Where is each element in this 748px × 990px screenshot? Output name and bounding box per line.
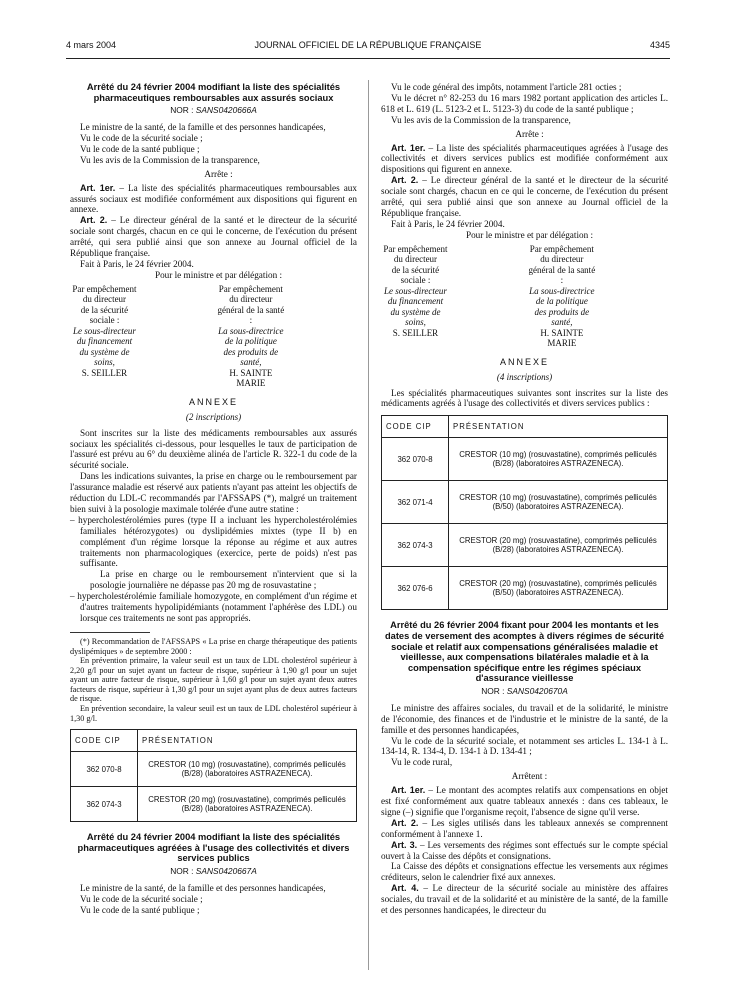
article-4 (381, 883, 668, 916)
article-label: Art. 2. (391, 817, 419, 828)
signature-line: du financement (76, 336, 133, 347)
signature-line: Par empêchement (529, 243, 594, 254)
paragraph: Vu le code de la santé publique ; (80, 904, 200, 915)
presentation-cell (449, 524, 668, 567)
annex-heading: ANNEXE (499, 356, 549, 367)
decree-title: Arrêté du 24 février 2004 modifiant la liste des spécialités pharmaceutiques remboursables aux assurés sociaux (86, 82, 341, 103)
article-label: Art. 1er. (80, 182, 116, 193)
paragraph: Le ministre de la santé, de la famille et des personnes handicapées, (80, 882, 326, 893)
article-text: – Le directeur général de la santé et le directeur de la sécurité sociale sont chargés, chacun en ce qui le concerne, de l'exécution du présent arrêté, qui sera publié ainsi que son annexe au Journal officiel de la République française. (70, 215, 357, 259)
right-column (381, 82, 668, 916)
article-3 (381, 840, 668, 862)
table-row (71, 752, 357, 787)
paragraph: Dans les indications suivantes, la prise en charge ou le remboursement par l'assurance maladie est réservé aux patients n'ayant pas atteint les objectifs de réduction du LDL-C recommandés par l'AFSSAPS (*), malgré un traitement bien suivi à la posologie maximale tolérée d'une autre statine : (70, 471, 357, 514)
presentation-cell (449, 438, 668, 481)
signature-date: Fait à Paris, le 24 février 2004. (391, 218, 505, 229)
article-text: – Les sigles utilisés dans les tableaux annexés se comprennent conformément à l'annexe 1. (381, 817, 668, 839)
paragraph: Le ministre des affaires sociales, du travail et de la solidarité, le ministre de l'économie, des finances et de l'industrie et le ministre de la santé, de la famille et des personnes handicapées, (381, 702, 668, 735)
article-label: Art. 3. (391, 839, 418, 850)
article-2 (381, 175, 668, 219)
footnote: En prévention secondaire, la valeur seuil est un taux de LDL cholestérol supérieur à 1,30 g/l. (70, 704, 357, 723)
paragraph: Sont inscrites sur la liste des médicaments remboursables aux assurés sociaux les spécialités ci-dessous, pour lesquelles le taux de participation de l'assuré est prévu au 6° du deuxième alinéa de l'article R. 322-1 du code de la sécurité sociale. (70, 427, 357, 471)
signature-line: La sous-directrice (529, 285, 595, 296)
paragraph: Vu les avis de la Commission de la transparence, (80, 154, 260, 165)
nor-reference (70, 866, 357, 877)
article-1 (381, 785, 668, 818)
signature-date: Fait à Paris, le 24 février 2004. (80, 258, 194, 269)
article-label: Art. 4. (391, 883, 419, 894)
paragraph: Vu le code de la santé publique ; (80, 143, 200, 154)
table-row (382, 567, 668, 610)
signature-line: du système de soins, (79, 346, 130, 368)
presentation-cell (138, 787, 357, 822)
nor-label: NOR : (481, 685, 505, 696)
article-1 (381, 143, 668, 176)
nor-label: NOR : (170, 866, 194, 877)
presentation-line: (B/28) (laboratoires ASTRAZENECA). (492, 459, 624, 469)
nor-label: NOR : (170, 105, 194, 116)
presentation-cell (449, 481, 668, 524)
signature-line: du directeur général de la santé : (528, 254, 596, 286)
signature-line: du financement (387, 296, 444, 307)
presentation-line: CRESTOR (10 mg) (rosuvastatine), comprimés pelliculés (148, 760, 346, 770)
article-text: – Le directeur de la sécurité sociale au ministère des affaires sociales, du travail et de la solidarité et au ministère de la santé, de la famille et des personnes handicapées, le directeur du (381, 883, 668, 916)
signature-line: Par empêchement (218, 283, 283, 294)
signatory-name: S. SEILLER (392, 327, 439, 338)
article-label: Art. 1er. (391, 142, 426, 153)
signature-right (216, 284, 357, 389)
presentation-line: (B/28) (laboratoires ASTRAZENECA). (181, 769, 313, 779)
signatory-name: H. SAINTE MARIE (540, 327, 584, 349)
article-label: Art. 1er. (391, 785, 426, 796)
page-number: 4345 (649, 40, 670, 50)
indication-item: – hypercholestérolémie familiale homozygote, en complément d'un régime et d'autres traitements hypolipidémiants (notamment l'aphérèse des LDL) ou lorsque ces traitements ne sont pas appropriés. (70, 591, 357, 623)
signature-line: de la politique (535, 296, 588, 307)
table-row (382, 438, 668, 481)
footnote: En prévention primaire, la valeur seuil est un taux de LDL cholestérol supérieur à 2,20 g/l pour un sujet ayant un facteur de risque, supérieur à 1,90 g/l pour un sujet ayant un autre facteur de risque, supérieur à 1,60 g/l pour un sujet ayant deux autres facteurs de risque, supérieur à 1,30 g/l pour un sujet ayant plus de deux autres facteurs de risque. (70, 656, 357, 704)
paragraph: Vu le code de la sécurité sociale ; (80, 893, 203, 904)
presentation-table (70, 729, 357, 822)
presentation-line: CRESTOR (20 mg) (rosuvastatine), comprimés pelliculés (459, 579, 657, 589)
article-text: – Le montant des acomptes relatifs aux compensations en objet est fixé conformément aux quatre tableaux annexés : dans ces tableaux, le signe (–) signifie que l'organisme reçoit, l'absence de signe qu'il verse. (381, 785, 668, 817)
decree-title: Arrêté du 26 février 2004 fixant pour 2004 les montants et les dates de versement des acomptes à divers régimes de sécurité sociale et relatif aux compensations généralisées maladie et vieillesse, aux compensations bilatérales maladie et à la compensation spécifique entre les régimes spéciaux d'assurance vieillesse (384, 620, 665, 684)
paragraph: Les spécialités pharmaceutiques suivantes sont inscrites sur la liste des médicaments agréés à l'usage des collectivités et divers services publics : (381, 387, 668, 409)
signatory-name: H. SAINTE MARIE (229, 367, 273, 389)
journal-title: JOURNAL OFFICIEL DE LA RÉPUBLIQUE FRANÇAISE (254, 40, 482, 50)
nor-code: SANS0420667A (195, 866, 257, 877)
paragraph: Vu le code général des impôts, notamment l'article 281 octies ; (391, 82, 622, 92)
annex-heading: ANNEXE (188, 396, 238, 407)
paragraph: Vu les avis de la Commission de la transparence, (391, 114, 571, 125)
code-cip: 362 070-8 (71, 752, 138, 787)
signature-line: La sous-directrice (218, 325, 284, 336)
nor-reference (381, 686, 668, 697)
signature-left (70, 284, 211, 389)
signature-line: Par empêchement du directeur (383, 243, 448, 265)
presentation-line: CRESTOR (20 mg) (rosuvastatine), comprimés pelliculés (459, 536, 657, 546)
nor-code: SANS0420666A (195, 105, 257, 116)
table-header-row (71, 730, 357, 752)
signatures (70, 284, 357, 389)
presentation-line: (B/28) (laboratoires ASTRAZENECA). (181, 804, 313, 814)
paragraph: Le ministre de la santé, de la famille et des personnes handicapées, (80, 122, 326, 133)
presentation-table (381, 415, 668, 610)
article-text: – Le directeur général de la santé et le directeur de la sécurité sociale sont chargés, chacun en ce qui le concerne, de l'exécution du présent arrêté, qui sera publié ainsi que son annexe au Journal officiel de la République française. (381, 175, 668, 218)
signature-left (381, 244, 522, 349)
paragraph: Vu le code de la sécurité sociale, et notamment ses articles L. 134-1 à L. 134-14, R. 134-4, D. 134-1 à D. 134-41 ; (381, 735, 668, 757)
arrete-heading: Arrête : (515, 128, 544, 139)
signature-line: Le sous-directeur (72, 325, 136, 336)
signature-line: des produits de santé, (223, 346, 279, 368)
signature-line: du directeur général de la santé : (217, 294, 285, 326)
indication-item: – hypercholestérolémies pures (type II a incluant les hypercholestérolémies familiales hétérozygotes) ou dyslipidémies mixtes (type II b) en complément d'un régime lorsque la réponse au régime et aux autres traitements non pharmacologiques (exercice, perte de poids) n'est pas suffisante. (70, 514, 357, 569)
signature-line: de la sécurité sociale : (391, 264, 440, 286)
paragraph: Vu le décret n° 82-253 du 16 mars 1982 portant application des articles L. 618 et L. 619 (L. 5123-2 et L. 5123-3) du code de la santé publique ; (381, 92, 668, 114)
presentation-line: (B/50) (laboratoires ASTRAZENECA). (492, 502, 624, 512)
delegation-line: Pour le ministre et par délégation : (154, 269, 283, 280)
column-header: CODE CIP (382, 416, 449, 438)
signature-line: des produits de santé, (534, 306, 590, 328)
presentation-line: CRESTOR (10 mg) (rosuvastatine), comprimés pelliculés (459, 450, 657, 460)
code-cip: 362 070-8 (382, 438, 449, 481)
table-row (382, 481, 668, 524)
column-divider (368, 80, 369, 970)
footnote-rule (70, 632, 150, 633)
signatures (381, 244, 668, 349)
signature-line: de la sécurité sociale : (80, 304, 129, 326)
presentation-line: (B/50) (laboratoires ASTRAZENECA). (492, 588, 624, 598)
article-1 (70, 183, 357, 216)
article-label: Art. 2. (391, 175, 419, 186)
article-text: – La liste des spécialités pharmaceutiques remboursables aux assurés sociaux est modifiée conformément aux dispositions qui figurent en annexe. (70, 182, 357, 215)
column-header: PRÉSENTATION (449, 416, 668, 438)
inscriptions-count: (2 inscriptions) (185, 411, 242, 422)
code-cip: 362 076-6 (382, 567, 449, 610)
presentation-line: CRESTOR (20 mg) (rosuvastatine), comprimés pelliculés (148, 795, 346, 805)
header-date: 4 mars 2004 (66, 40, 117, 50)
paragraph: La Caisse des dépôts et consignations effectue les versements aux régimes créditeurs, selon le calendrier fixé aux annexes. (381, 861, 668, 883)
table-row (71, 787, 357, 822)
article-text: – La liste des spécialités pharmaceutiques agréées à l'usage des collectivités et divers services publics est modifiée conformément aux dispositions qui figurent en annexe. (381, 142, 668, 175)
table-header-row (382, 416, 668, 438)
page-header (66, 40, 670, 56)
left-column (70, 82, 357, 916)
header-rule (66, 58, 670, 59)
table-row (382, 524, 668, 567)
arrete-heading: Arrête : (204, 168, 233, 179)
signature-line: Par empêchement du directeur (72, 283, 137, 305)
signature-line: Le sous-directeur (383, 285, 447, 296)
code-cip: 362 071-4 (382, 481, 449, 524)
column-header: PRÉSENTATION (138, 730, 357, 752)
code-cip: 362 074-3 (382, 524, 449, 567)
paragraph: La prise en charge ou le remboursement n'intervient que si la posologie journalière ne dépasse pas 20 mg de rosuvastatine ; (90, 569, 357, 591)
nor-code: SANS0420670A (506, 685, 568, 696)
signature-line: de la politique (224, 336, 277, 347)
article-text: – Les versements des régimes sont effectués sur le compte spécial ouvert à la Caisse des dépôts et consignations. (381, 839, 668, 861)
delegation-line: Pour le ministre et par délégation : (465, 229, 594, 240)
paragraph: Vu le code rural, (391, 757, 453, 768)
article-2 (381, 818, 668, 840)
signature-right (527, 244, 668, 349)
presentation-cell (138, 752, 357, 787)
footnote: (*) Recommandation de l'AFSSAPS « La prise en charge thérapeutique des patients dyslipémiques » de septembre 2000 : (70, 636, 357, 656)
signature-line: du système de soins, (390, 306, 441, 328)
article-2 (70, 215, 357, 259)
inscriptions-count: (4 inscriptions) (496, 371, 553, 382)
presentation-line: (B/28) (laboratoires ASTRAZENECA). (492, 545, 624, 555)
column-header: CODE CIP (71, 730, 138, 752)
arrete-heading: Arrêtent : (511, 771, 548, 782)
article-label: Art. 2. (80, 215, 108, 226)
signatory-name: S. SEILLER (81, 367, 128, 378)
paragraph: Vu le code de la sécurité sociale ; (80, 133, 203, 143)
code-cip: 362 074-3 (71, 787, 138, 822)
presentation-line: CRESTOR (10 mg) (rosuvastatine), comprimés pelliculés (459, 493, 657, 503)
decree-title: Arrêté du 24 février 2004 modifiant la liste des spécialités pharmaceutiques agréées à l'usage des collectivités et divers services publics (77, 832, 350, 864)
nor-reference (70, 105, 357, 116)
presentation-cell (449, 567, 668, 610)
